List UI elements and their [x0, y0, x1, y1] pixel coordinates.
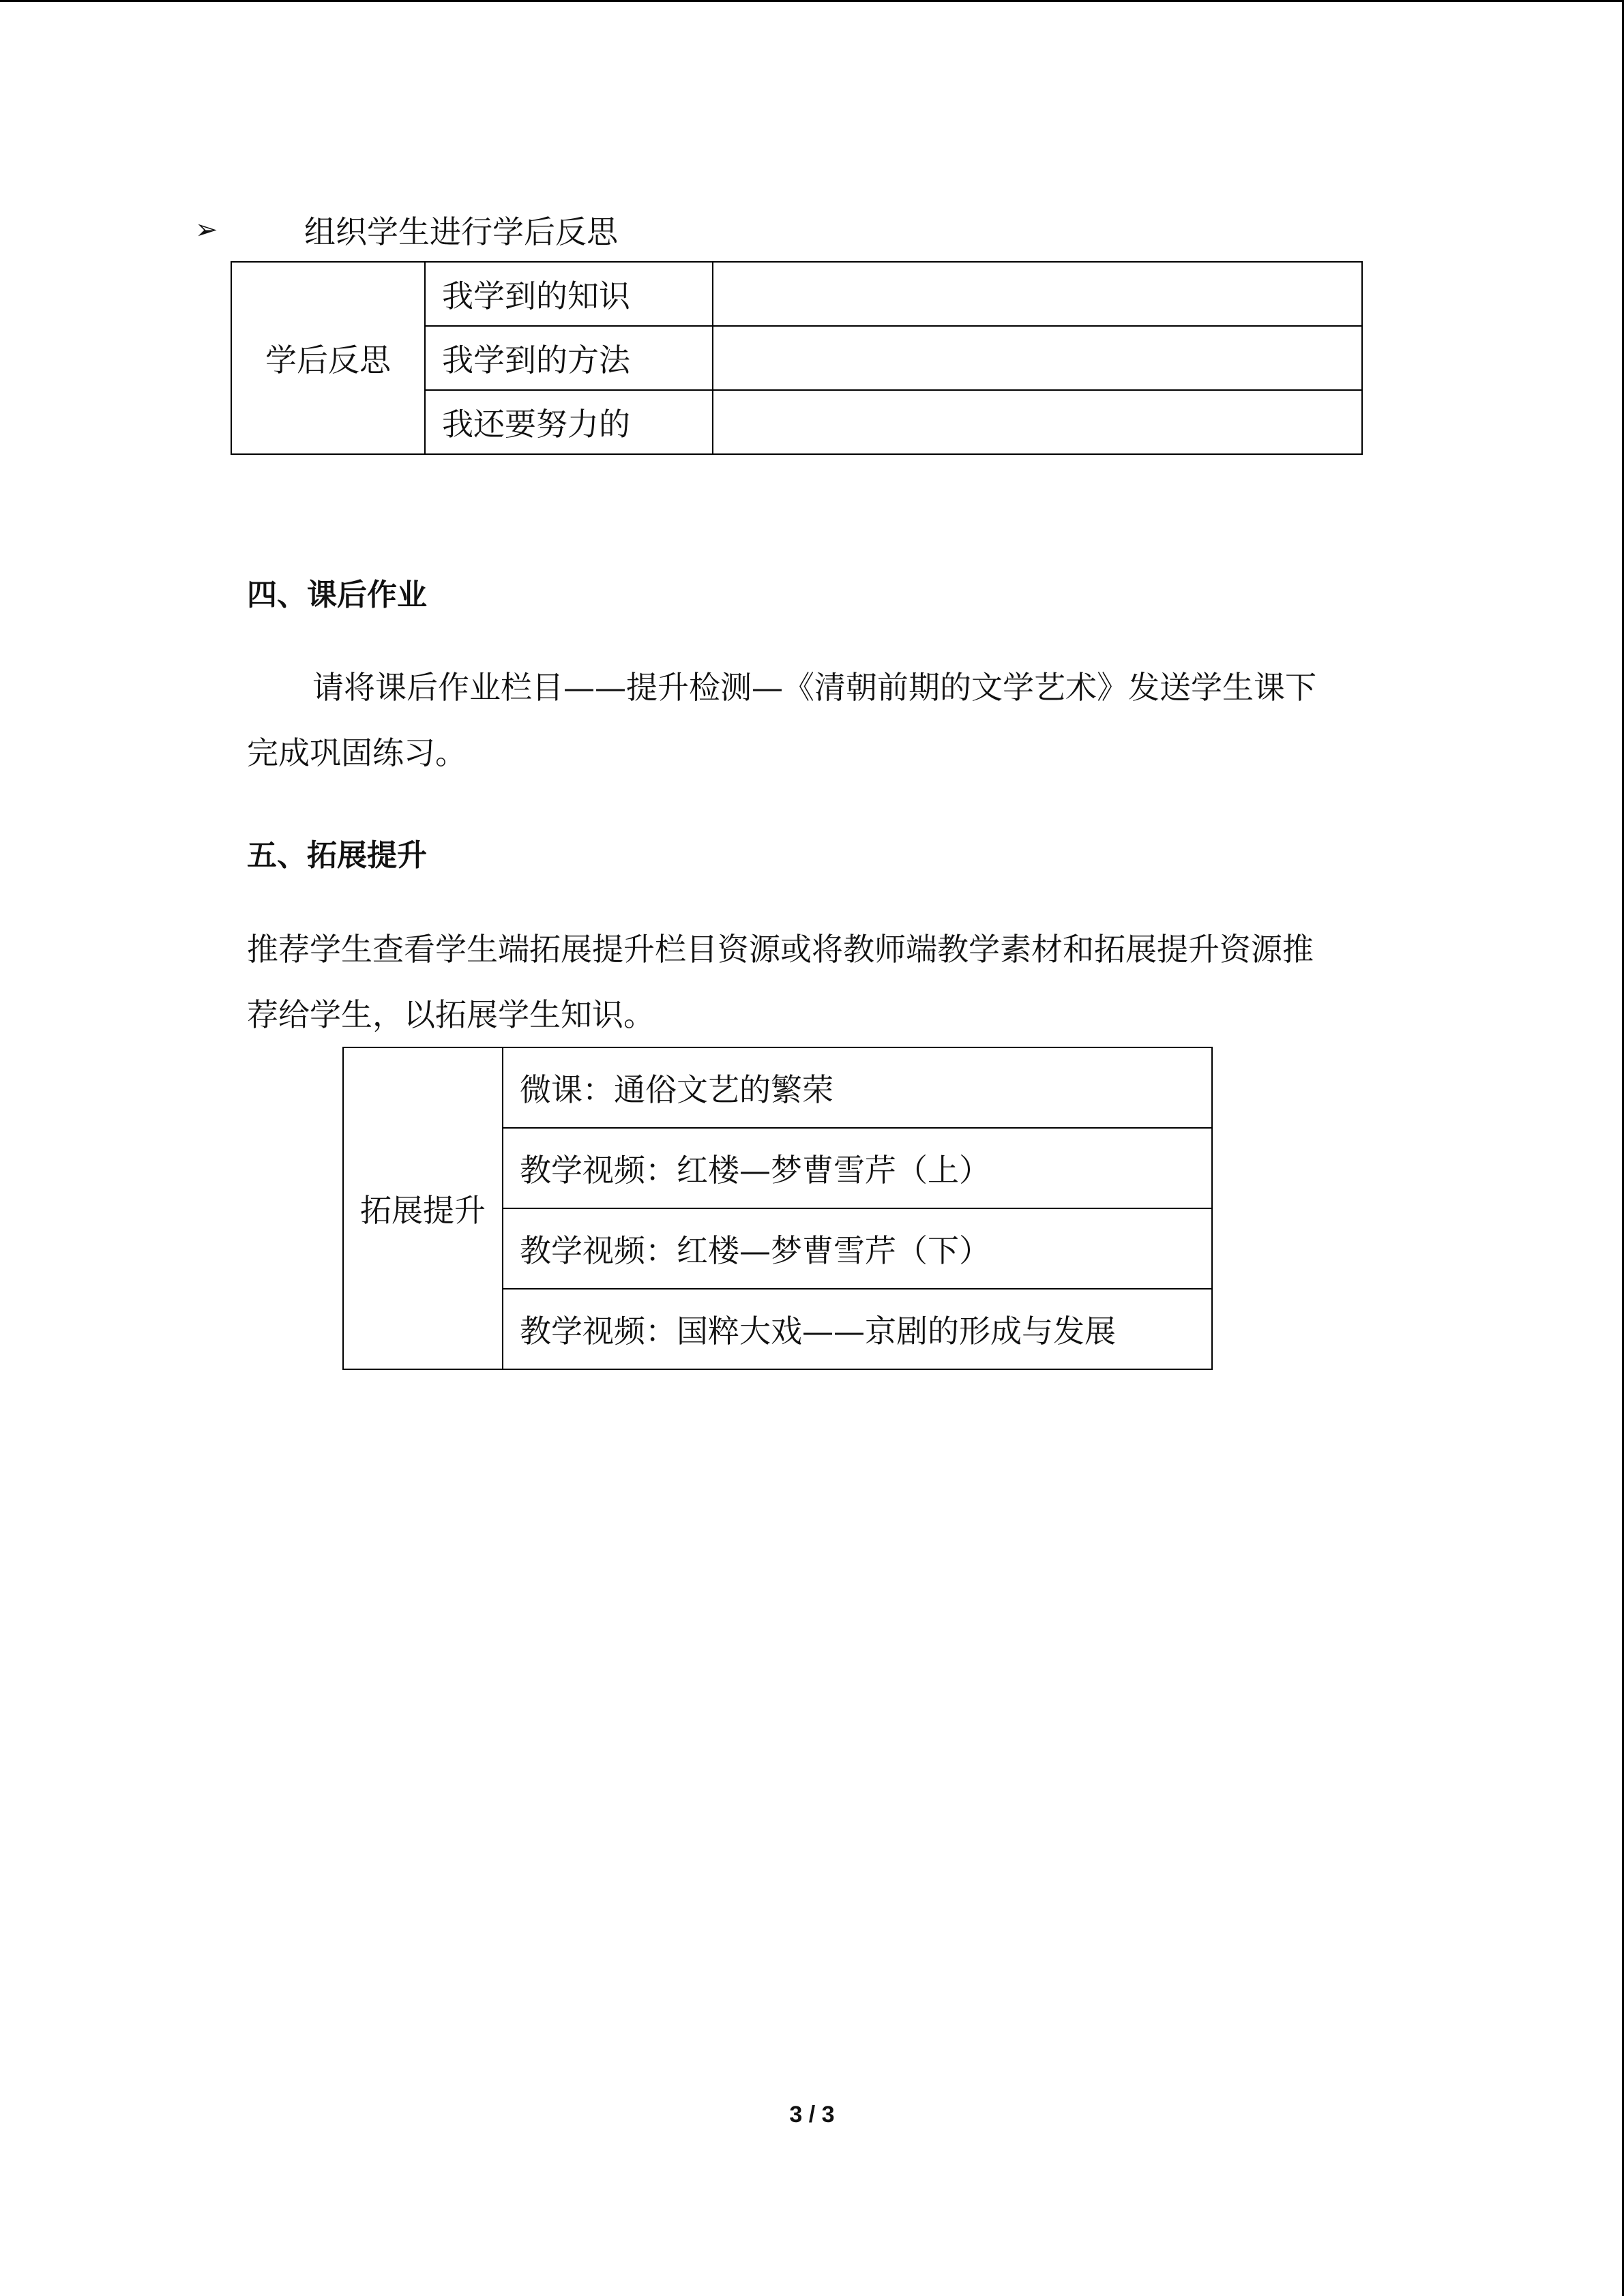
reflection-value-cell — [713, 262, 1362, 326]
reflection-instruction-text: 组织学生进行学后反思 — [304, 213, 618, 250]
reflection-label-cell: 我还要努力的 — [425, 390, 713, 454]
reflection-value-cell — [713, 390, 1362, 454]
paragraph-line: 荐给学生，以拓展学生知识。 — [247, 996, 655, 1033]
reflection-label-cell: 我学到的方法 — [425, 326, 713, 390]
extension-resource-item: 教学视频：红楼—梦曹雪芹（下） — [503, 1208, 1212, 1289]
table-row — [343, 1047, 1212, 1128]
paragraph-line: 推荐学生查看学生端拓展提升栏目资源或将教师端教学素材和拓展提升资源推 — [247, 931, 1314, 968]
reflection-label-cell: 我学到的知识 — [425, 262, 713, 326]
reflection-value-cell — [713, 326, 1362, 390]
section-5-title: 五、拓展提升 — [247, 838, 427, 873]
extension-header-cell: 拓展提升 — [343, 1047, 503, 1369]
extension-table — [342, 1047, 1213, 1370]
page-number: 3 / 3 — [789, 2102, 835, 2128]
section-4-paragraph — [247, 655, 1365, 786]
reflection-table — [231, 261, 1363, 455]
section-5-paragraph — [247, 916, 1365, 1047]
reflection-instruction — [195, 208, 618, 252]
extension-resource-item: 教学视频：红楼—梦曹雪芹（上） — [503, 1128, 1212, 1208]
extension-resource-item: 微课：通俗文艺的繁荣 — [503, 1047, 1212, 1128]
reflection-header-cell: 学后反思 — [231, 262, 425, 454]
arrow-bullet-icon: ➢ — [195, 214, 218, 245]
paragraph-line: 完成巩固练习。 — [247, 734, 467, 771]
paragraph-line: 请将课后作业栏目——提升检测—《清朝前期的文学艺术》发送学生课下 — [312, 669, 1316, 706]
section-4-title: 四、课后作业 — [247, 578, 427, 612]
table-row — [231, 262, 1362, 326]
extension-resource-item: 教学视频：国粹大戏——京剧的形成与发展 — [503, 1289, 1212, 1369]
top-border — [0, 0, 1624, 2]
